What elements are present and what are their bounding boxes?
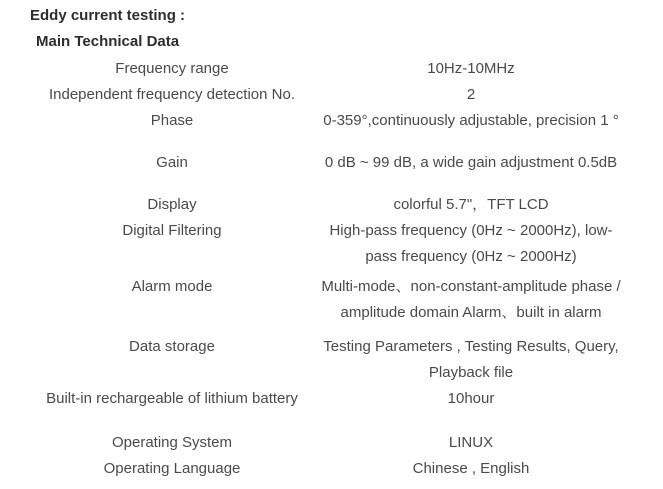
spec-row [28, 218, 663, 270]
spec-value: 0-359°,continuously adjustable, precision 1 ° [323, 112, 619, 129]
spec-value: LINUX [448, 434, 494, 451]
spec-value: Chinese , English [412, 460, 530, 477]
spec-label: Operating Language [103, 460, 241, 477]
spec-label: Alarm mode [131, 278, 213, 295]
spec-value: Multi-mode、non-constant-amplitude phase / amplitude domain Alarm、built in alarm [321, 278, 621, 321]
spec-row [28, 456, 663, 482]
spec-value: Testing Parameters , Testing Results, Query, Playback file [323, 338, 619, 381]
spec-value: 2 [466, 86, 476, 103]
spec-row [28, 56, 663, 82]
spec-label: Phase [150, 112, 194, 129]
section-title: Main Technical Data [36, 33, 180, 50]
document-title: Eddy current testing : [30, 7, 186, 24]
spec-label: Built-in rechargeable of lithium battery [46, 390, 298, 407]
spec-row [28, 334, 663, 386]
spec-label: Display [147, 196, 197, 213]
spec-value: High-pass frequency (0Hz ~ 2000Hz), low-pass frequency (0Hz ~ 2000Hz) [329, 222, 613, 265]
spec-label: Frequency range [115, 60, 229, 77]
spec-label: Data storage [129, 338, 215, 355]
spec-row [28, 82, 663, 108]
spec-value: 0 dB ~ 99 dB, a wide gain adjustment 0.5dB [324, 154, 618, 171]
spec-row [28, 192, 663, 218]
spec-table [0, 56, 663, 482]
spec-label: Gain [156, 154, 188, 171]
spec-value: 10hour [447, 390, 495, 407]
spec-row [28, 430, 663, 456]
spec-label: Operating System [111, 434, 233, 451]
spec-value: 10Hz-10MHz [427, 60, 515, 77]
spec-row [28, 274, 663, 326]
document-page [0, 6, 663, 489]
spec-row [28, 108, 663, 134]
spec-row [28, 386, 663, 412]
spec-label: Independent frequency detection No. [48, 86, 295, 103]
spec-label: Digital Filtering [122, 222, 222, 239]
spec-value: colorful 5.7"，TFT LCD [393, 196, 549, 213]
spec-row [28, 150, 663, 176]
